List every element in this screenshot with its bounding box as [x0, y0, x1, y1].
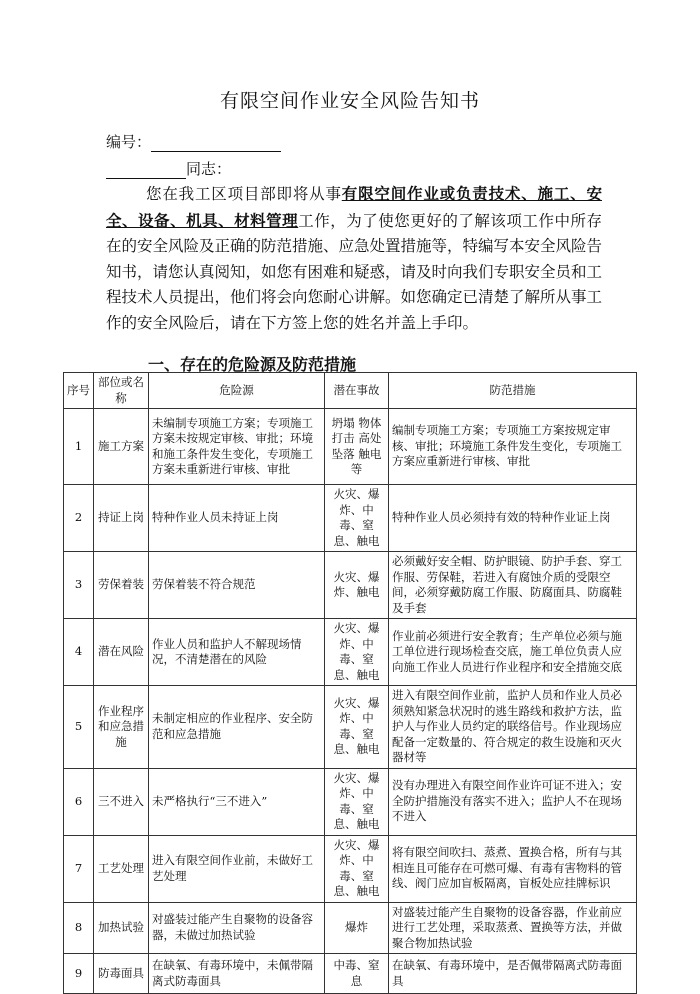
cell-no: 4 [64, 619, 94, 686]
cell-measure: 编制专项施工方案；专项施工方案按规定审核、审批；环境施工条件发生变化，专项施工方案应重新进行审核、审批 [389, 409, 637, 485]
cell-measure: 进入有限空间作业前，监护人员和作业人员必须熟知紧急状况时的逃生路线和救护方法，监护人与作业人员约定的联络信号。作业现场应配备一定数量的、符合规定的救生设施和灭火器材等 [389, 686, 637, 769]
cell-measure: 对盛装过能产生自聚物的设备容器，作业前应进行工艺处理，采取蒸煮、置换等方法，并做聚合物加热试验 [389, 902, 637, 954]
name-blank[interactable] [106, 160, 186, 179]
cell-hazard: 对盛装过能产生自聚物的设备容器，未做过加热试验 [149, 902, 325, 954]
cell-no: 9 [64, 954, 94, 994]
cell-no: 6 [64, 768, 94, 835]
cell-part: 作业程序和应急措施 [94, 686, 149, 769]
header-no: 序号 [64, 373, 94, 409]
header-hazard: 危险源 [149, 373, 325, 409]
cell-measure: 必须戴好安全帽、防护眼镜、防护手套、穿工作服、劳保鞋，若进入有腐蚀介质的受限空间，必须穿戴防腐工作服、防腐面具、防腐鞋及手套 [389, 552, 637, 619]
table-header-row [64, 373, 637, 409]
table-row [64, 485, 637, 552]
cell-measure: 在缺氧、有毒环境中，是否佩带隔离式防毒面具 [389, 954, 637, 994]
cell-accident: 火灾、爆炸、中毒、窒息、触电 [325, 485, 389, 552]
number-line [106, 131, 281, 152]
cell-hazard: 特种作业人员未持证上岗 [149, 485, 325, 552]
cell-accident: 火灾、爆炸、中毒、窒息、触电 [325, 835, 389, 902]
notice-paragraph [106, 181, 602, 336]
cell-no: 1 [64, 409, 94, 485]
header-part: 部位或名称 [94, 373, 149, 409]
cell-part: 持证上岗 [94, 485, 149, 552]
cell-part: 工艺处理 [94, 835, 149, 902]
number-label: 编号： [106, 133, 152, 151]
cell-hazard: 未制定相应的作业程序、安全防范和应急措施 [149, 686, 325, 769]
cell-accident: 火灾、爆炸、触电 [325, 552, 389, 619]
section-title: 一、存在的危险源及防范措施 [148, 355, 357, 374]
table-row [64, 686, 637, 769]
cell-accident: 火灾、爆炸、中毒、窒息、触电 [325, 619, 389, 686]
cell-measure: 作业前必须进行安全教育；生产单位必须与施工单位进行现场检查交底，施工单位负责人应向施工作业人员进行作业程序和安全措施交底 [389, 619, 637, 686]
table-row [64, 552, 637, 619]
cell-hazard: 劳保着装不符合规范 [149, 552, 325, 619]
table-row [64, 835, 637, 902]
cell-accident: 坍塌 物体打击 高处坠落 触电等 [325, 409, 389, 485]
cell-measure: 特种作业人员必须持有效的特种作业证上岗 [389, 485, 637, 552]
header-accident: 潜在事故 [325, 373, 389, 409]
cell-hazard: 作业人员和监护人不解现场情况，不清楚潜在的风险 [149, 619, 325, 686]
cell-no: 8 [64, 902, 94, 954]
cell-measure: 没有办理进入有限空间作业许可证不进入；安全防护措施没有落实不进入；监护人不在现场不进入 [389, 768, 637, 835]
cell-accident: 中毒、窒息 [325, 954, 389, 994]
table-row [64, 619, 637, 686]
cell-accident: 火灾、爆炸、中毒、窒息、触电 [325, 768, 389, 835]
cell-no: 2 [64, 485, 94, 552]
cell-no: 5 [64, 686, 94, 769]
cell-no: 7 [64, 835, 94, 902]
cell-hazard: 未编制专项施工方案；专项施工方案未按规定审核、审批；环境和施工条件发生变化，专项施工方案未重新进行审核、审批 [149, 409, 325, 485]
cell-part: 防毒面具 [94, 954, 149, 994]
table-row [64, 902, 637, 954]
cell-hazard: 在缺氧、有毒环境中，未佩带隔离式防毒面具 [149, 954, 325, 994]
cell-part: 潜在风险 [94, 619, 149, 686]
cell-hazard: 进入有限空间作业前，未做好工艺处理 [149, 835, 325, 902]
table-row [64, 409, 637, 485]
cell-part: 劳保着装 [94, 552, 149, 619]
cell-no: 3 [64, 552, 94, 619]
greeting-suffix: 同志： [186, 160, 232, 178]
para-post: 工作，为了使您更好的了解该项工作中所存在的安全风险及正确的防范措施、应急处置措施等，特编写本安全风险告知书，请您认真阅知，如您有困难和疑惑，请及时向我们专职安全员和工程技术人员提出，他们将会向您耐心讲解。如您确定已清楚了解所从事工作的安全风险后，请在下方签上您的姓名并盖上手印。 [106, 211, 603, 332]
number-blank[interactable] [151, 133, 281, 152]
cell-part: 加热试验 [94, 902, 149, 954]
cell-part: 三不进入 [94, 768, 149, 835]
hazard-table [63, 372, 637, 994]
table-row [64, 768, 637, 835]
para-pre: 您在我工区项目部即将从事 [146, 185, 342, 203]
header-measure: 防范措施 [389, 373, 637, 409]
cell-hazard: 未严格执行“三不进入” [149, 768, 325, 835]
table-row [64, 954, 637, 994]
para-emphasis: 有限空间作业或负责技术、施工、安全、设备、机具、材料管理 [106, 184, 602, 230]
cell-part: 施工方案 [94, 409, 149, 485]
cell-measure: 将有限空间吹扫、蒸煮、置换合格，所有与其相连且可能存在可燃可爆、有毒有害物料的管线、阀门应加盲板隔离，盲板处应挂牌标识 [389, 835, 637, 902]
document-title: 有限空间作业安全风险告知书 [219, 90, 480, 112]
greeting-line [106, 158, 231, 179]
cell-accident: 爆炸 [325, 902, 389, 954]
cell-accident: 火灾、爆炸、中毒、窒息、触电 [325, 686, 389, 769]
